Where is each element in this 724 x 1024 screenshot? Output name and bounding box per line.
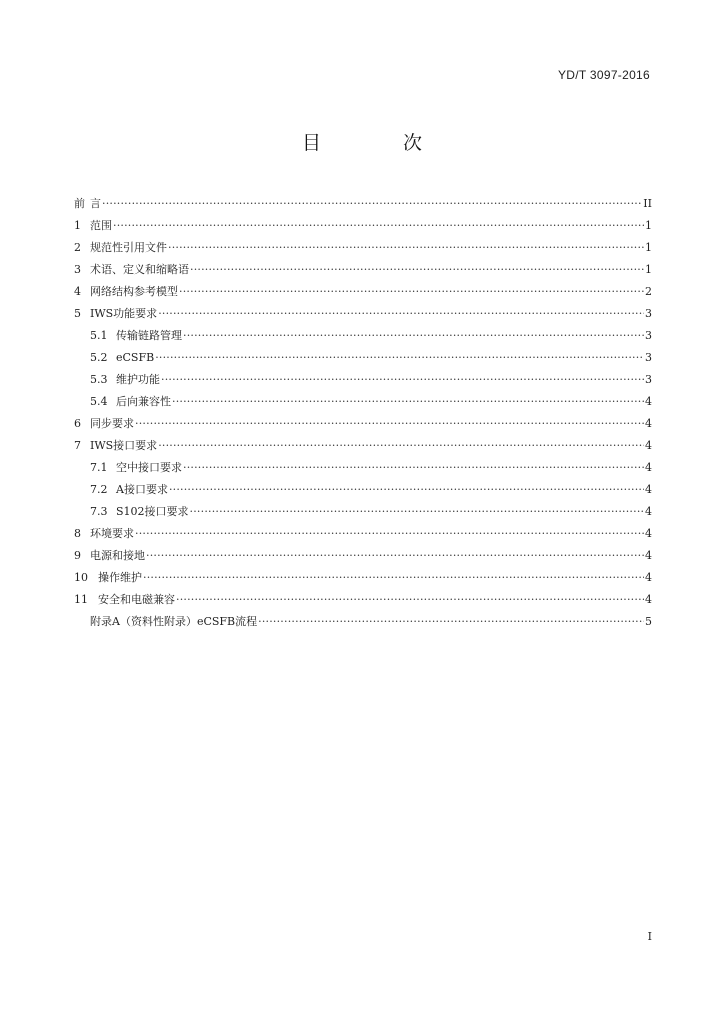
toc-entry[interactable] [74,347,652,369]
toc-entry[interactable] [74,589,652,611]
toc-entry-number: 7 [74,439,81,452]
toc-leader-dots [146,545,644,567]
toc-entry-page: 3 [645,329,652,342]
toc-entry-label: 言 [90,197,101,210]
toc-leader-dots [172,391,644,413]
toc-leader-dots [258,611,644,633]
toc-entry[interactable] [74,501,652,523]
table-of-contents [74,193,652,633]
toc-entry[interactable] [74,567,652,589]
toc-entry-label: S102接口要求 [116,505,189,518]
toc-entry-page: 4 [645,527,652,540]
toc-leader-dots [183,457,644,479]
toc-leader-dots [135,523,644,545]
toc-leader-dots [113,215,644,237]
toc-entry-label: 操作维护 [98,571,142,584]
toc-entry-number: 5.3 [90,373,108,386]
toc-entry-label: 网络结构参考模型 [90,285,178,298]
toc-entry[interactable] [74,611,652,633]
toc-entry-page: 4 [645,439,652,452]
toc-entry[interactable] [74,215,652,237]
toc-entry-number: 7.2 [90,483,108,496]
footer-page-number: I [647,930,652,943]
toc-entry-number: 10 [74,571,88,584]
toc-entry-page: 4 [645,571,652,584]
toc-entry-number: 6 [74,417,81,430]
toc-entry-label: 范围 [90,219,112,232]
toc-entry[interactable] [74,457,652,479]
toc-entry-page: II [643,197,652,210]
toc-entry-label: 同步要求 [90,417,134,430]
toc-leader-dots [155,347,644,369]
toc-entry-label: 术语、定义和缩略语 [90,263,189,276]
toc-leader-dots [161,369,644,391]
toc-entry-page: 4 [645,417,652,430]
toc-entry-label: IWS功能要求 [90,307,158,320]
toc-entry-page: 4 [645,461,652,474]
toc-entry-page: 4 [645,549,652,562]
toc-entry-label: IWS接口要求 [90,439,158,452]
toc-entry[interactable] [74,479,652,501]
toc-leader-dots [190,501,644,523]
toc-entry-label: 环境要求 [90,527,134,540]
toc-entry-number: 9 [74,549,81,562]
toc-entry-page: 3 [645,307,652,320]
toc-title: 目 次 [301,132,461,154]
toc-entry-number: 11 [74,593,88,606]
toc-entry[interactable] [74,325,652,347]
toc-entry-number: 2 [74,241,81,254]
toc-entry-page: 4 [645,483,652,496]
toc-entry-label: 电源和接地 [90,549,145,562]
toc-entry-label: 规范性引用文件 [90,241,167,254]
toc-entry[interactable] [74,281,652,303]
toc-entry-page: 4 [645,505,652,518]
toc-entry[interactable] [74,237,652,259]
toc-entry-page: 3 [645,351,652,364]
toc-entry-page: 5 [645,615,652,628]
toc-entry-label: 附录A（资料性附录）eCSFB流程 [90,615,258,628]
toc-leader-dots [179,281,644,303]
toc-leader-dots [102,193,642,215]
toc-entry-label: 后向兼容性 [116,395,171,408]
toc-entry[interactable] [74,259,652,281]
toc-entry-label: eCSFB [116,351,155,364]
toc-entry-label: 空中接口要求 [116,461,182,474]
toc-entry[interactable] [74,523,652,545]
toc-leader-dots [158,303,644,325]
toc-entry-page: 4 [645,593,652,606]
toc-entry-number: 1 [74,219,81,232]
toc-entry[interactable] [74,545,652,567]
toc-entry-page: 3 [645,373,652,386]
toc-entry-number: 5.2 [90,351,108,364]
toc-entry[interactable] [74,391,652,413]
toc-entry-label: 传输链路管理 [116,329,182,342]
toc-entry-number: 3 [74,263,81,276]
toc-entry-page: 1 [645,219,652,232]
toc-entry-page: 1 [645,241,652,254]
toc-leader-dots [190,259,644,281]
toc-entry[interactable] [74,369,652,391]
toc-entry-number: 5 [74,307,81,320]
toc-entry-page: 4 [645,395,652,408]
toc-leader-dots [135,413,644,435]
toc-entry-number: 前 [74,197,85,210]
toc-entry-number: 5.4 [90,395,108,408]
toc-entry[interactable] [74,413,652,435]
toc-entry[interactable] [74,303,652,325]
toc-entry-label: 维护功能 [116,373,160,386]
toc-entry-label: A接口要求 [116,483,168,496]
toc-entry-label: 安全和电磁兼容 [98,593,175,606]
toc-leader-dots [158,435,644,457]
toc-entry-number: 7.3 [90,505,108,518]
standard-code: YD/T 3097-2016 [557,68,650,82]
toc-leader-dots [176,589,644,611]
toc-entry-number: 4 [74,285,81,298]
toc-entry-number: 5.1 [90,329,108,342]
toc-entry-number: 8 [74,527,81,540]
toc-leader-dots [169,479,644,501]
toc-entry-page: 2 [645,285,652,298]
toc-entry-number: 7.1 [90,461,108,474]
toc-leader-dots [143,567,644,589]
toc-leader-dots [183,325,644,347]
toc-entry-page: 1 [645,263,652,276]
toc-entry[interactable] [74,435,652,457]
toc-entry[interactable] [74,193,652,215]
toc-leader-dots [168,237,644,259]
